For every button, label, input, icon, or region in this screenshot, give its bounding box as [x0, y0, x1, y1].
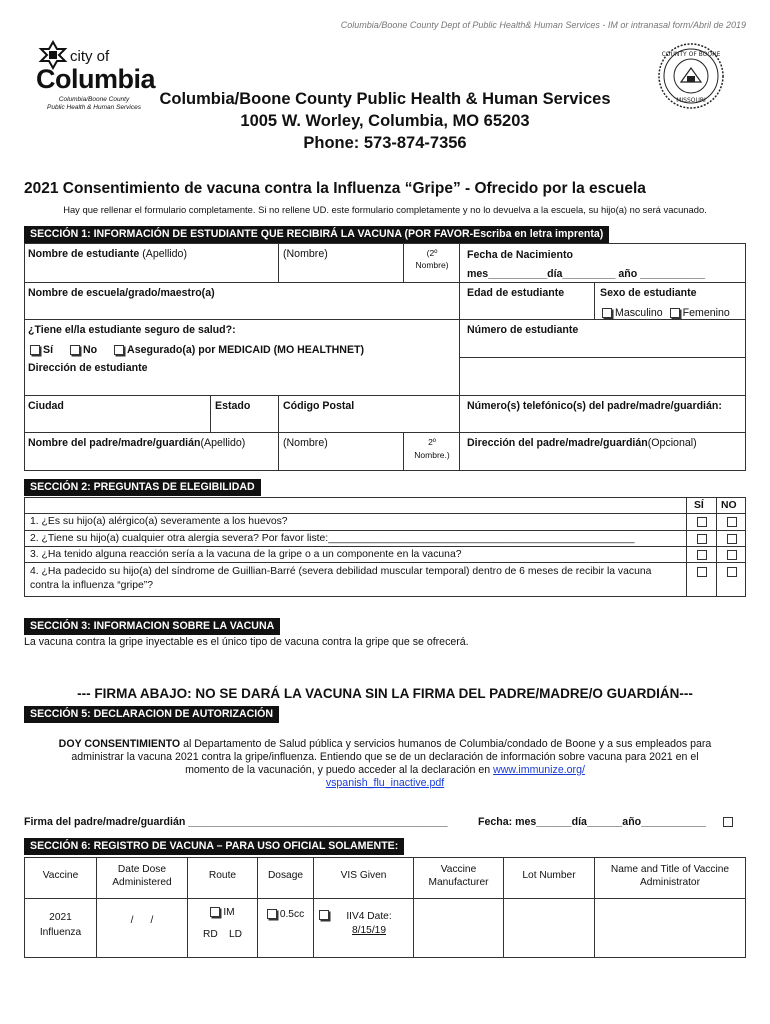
- medicaid-checkbox[interactable]: [114, 345, 124, 355]
- q3-yes-checkbox[interactable]: [697, 550, 707, 560]
- consent-line-3-text: momento de la vacunación, y puedo acceder al la declaración en: [185, 764, 494, 776]
- parent-name-label: [28, 436, 245, 450]
- vis-date-label: IIV4 Date:: [346, 911, 392, 922]
- parent-signature-field[interactable]: Firma del padre/madre/guardián ____________________________________________: [24, 816, 448, 828]
- dob-field[interactable]: mes__________día_________ año ___________: [467, 268, 705, 280]
- administrator-header: Name and Title of Vaccine Administrator: [610, 864, 730, 888]
- vis-value: [334, 910, 404, 938]
- dosage-option: [258, 909, 313, 920]
- route-header: Route: [208, 870, 237, 881]
- zip-label: Código Postal: [283, 400, 355, 412]
- question-3: 3. ¿Ha tenido alguna reacción sería a la vacuna de la gripe o a un componente en la vacuna?: [30, 549, 462, 560]
- masculino-checkbox[interactable]: [602, 308, 612, 318]
- middle-name-1: (2º: [426, 248, 438, 258]
- consent-line-1-text: al Departamento de Salud pública y servicios humanos de Columbia/condado de Boone y a sus empleados para: [180, 738, 712, 750]
- consent-bold: DOY CONSENTIMIENTO: [58, 738, 181, 750]
- insurance-no-label: No: [82, 344, 98, 356]
- student-name-text: Nombre de estudiante: [28, 248, 140, 260]
- header-note: Columbia/Boone County Dept of Public Health& Human Services - IM or intranasal form/Abril de 2019: [340, 20, 746, 30]
- student-name-label: [28, 247, 187, 261]
- date-dose-header: Date Dose Administered: [112, 864, 172, 888]
- route-im-option: [188, 907, 257, 918]
- seal-bottom-text: MISSOURI: [676, 97, 706, 104]
- title-line-2: 1005 W. Worley, Columbia, MO 65203: [240, 112, 530, 130]
- lot-number-header: Lot Number: [522, 870, 576, 881]
- vis-date-value: 8/15/19: [352, 925, 386, 936]
- state-label: Estado: [215, 400, 251, 412]
- parent-name-text: Nombre del padre/madre/guardián: [28, 437, 201, 449]
- parent-first-name-label: (Nombre): [283, 437, 328, 449]
- consent-line-2: administrar la vacuna 2021 contra la gripe/influenza. Entiendo que se de un declaración de información sobre vacuna para 2021 en el: [71, 751, 699, 763]
- vis-given-header: VIS Given: [340, 870, 387, 881]
- page-title: [0, 88, 770, 154]
- form-title: 2021 Consentimiento de vacuna contra la Influenza “Gripe” - Ofrecido por la escuela: [24, 180, 646, 197]
- q4-yes-checkbox[interactable]: [697, 567, 707, 577]
- parent-middle-name-label: [412, 436, 452, 462]
- femenino-checkbox[interactable]: [670, 308, 680, 318]
- apellido-text: (Apellido): [142, 248, 187, 260]
- vaccine-header: Vaccine: [42, 870, 79, 881]
- title-line-1: Columbia/Boone County Public Health & Human Services: [159, 90, 611, 108]
- parent-address-label: [467, 436, 697, 450]
- route-im-label: IM: [223, 907, 235, 918]
- insurance-yes-checkbox[interactable]: [30, 345, 40, 355]
- insurance-question: ¿Tiene el/la estudiante seguro de salud?:: [28, 324, 236, 336]
- student-number-label: Número de estudiante: [467, 324, 579, 336]
- q2-no-checkbox[interactable]: [727, 534, 737, 544]
- insurance-yes-label: Sí: [43, 344, 54, 356]
- signature-warning: --- FIRMA ABAJO: NO SE DARÁ LA VACUNA SIN LA FIRMA DEL PADRE/MADRE/O GUARDIÁN---: [77, 686, 693, 701]
- section-3-bar: SECCIÓN 3: INFORMACION SOBRE LA VACUNA: [24, 618, 280, 635]
- consent-text: [28, 738, 742, 790]
- seal-top-text: COUNTY OF BOONE: [661, 51, 721, 58]
- consent-line-1: [28, 738, 742, 751]
- vis-checkbox[interactable]: [319, 910, 329, 920]
- dob-label: Fecha de Nacimiento: [467, 249, 573, 261]
- school-label: Nombre de escuela/grado/maestro(a): [28, 287, 215, 299]
- first-name-label: (Nombre): [283, 248, 328, 260]
- address-label: Dirección de estudiante: [28, 362, 148, 374]
- no-column-header: NO: [721, 500, 737, 511]
- masculino-label: Masculino: [615, 307, 663, 319]
- logo-city-of: city of: [70, 48, 110, 65]
- q4-no-checkbox[interactable]: [727, 567, 737, 577]
- phone-label: Número(s) telefónico(s) del padre/madre/guardián:: [467, 400, 722, 412]
- section-2-bar: SECCIÓN 2: PREGUNTAS DE ELEGIBILIDAD: [24, 479, 261, 496]
- dosage-header: Dosage: [267, 870, 304, 881]
- parent-apellido: (Apellido): [200, 437, 246, 449]
- signature-date-field[interactable]: Fecha: mes______día______año___________: [478, 816, 706, 828]
- logo-subtitle-2: Public Health & Human Services: [47, 104, 141, 111]
- section-6-bar: SECCIÓN 6: REGISTRO DE VACUNA – PARA USO OFICIAL SOLAMENTE:: [24, 838, 404, 855]
- vis-link-part-1[interactable]: www.immunize.org/: [493, 764, 585, 776]
- medicaid-label: Asegurado(a) por MEDICAID (MO HEALTHNET): [127, 344, 365, 356]
- section-5-bar: SECCIÓN 5: DECLARACION DE AUTORIZACIÓN: [24, 706, 279, 723]
- parent-address-text: Dirección del padre/madre/guardián: [467, 437, 648, 449]
- question-1: 1. ¿Es su hijo(a) alérgico(a) severamente a los huevos?: [30, 516, 288, 527]
- section-3-text: La vacuna contra la gripe inyectable es el único tipo de vacuna contra la gripe que se ofrecerá.: [24, 636, 469, 648]
- question-2: 2. ¿Tiene su hijo(a) cualquier otra alergia severa? Por favor liste:_____________________________________________________: [30, 533, 635, 544]
- parent-middle-2: Nombre.): [414, 450, 450, 460]
- insurance-no-checkbox[interactable]: [70, 345, 80, 355]
- parent-middle-1: 2º: [428, 437, 436, 447]
- yes-column-header: SÍ: [694, 500, 704, 511]
- q1-no-checkbox[interactable]: [727, 517, 737, 527]
- route-im-checkbox[interactable]: [210, 907, 220, 917]
- femenino-label: Femenino: [682, 307, 730, 319]
- signature-date-checkbox[interactable]: [723, 817, 733, 827]
- q1-yes-checkbox[interactable]: [697, 517, 707, 527]
- question-4: 4. ¿Ha padecido su hijo(a) del síndrome de Guillian-Barré (severa debilidad muscular temporal) dentro de 6 meses de recibir la vacuna contra la influenza “gripe”?: [30, 566, 652, 591]
- insurance-options: [30, 343, 364, 357]
- sex-label: Sexo de estudiante: [600, 287, 697, 299]
- vaccine-value: 2021 Influenza: [39, 912, 82, 938]
- title-line-3: Phone: 573-874-7356: [303, 134, 467, 152]
- city-label: Ciudad: [28, 400, 64, 412]
- dosage-checkbox[interactable]: [267, 909, 277, 919]
- middle-name-label: [412, 247, 452, 271]
- q2-yes-checkbox[interactable]: [697, 534, 707, 544]
- logo-columbia: Columbia: [36, 64, 156, 94]
- age-label: Edad de estudiante: [467, 287, 565, 299]
- vis-link-part-2[interactable]: vspanish_flu_inactive.pdf: [325, 777, 445, 789]
- sex-options: [602, 306, 730, 320]
- instructions: Hay que rellenar el formulario completamente. Si no rellene UD. este formulario completamente y no lo devuelva a la escuela, su hijo(a) no será vacunado.: [63, 204, 707, 215]
- manufacturer-header: Vaccine Manufacturer: [428, 864, 489, 888]
- section-1-bar: SECCIÓN 1: INFORMACIÓN DE ESTUDIANTE QUE RECIBIRÁ LA VACUNA (POR FAVOR-Escriba en letra imprenta): [24, 226, 609, 243]
- dosage-value: 0.5cc: [279, 909, 305, 920]
- consent-line-3: [28, 764, 742, 777]
- route-rd-ld[interactable]: RD LD: [202, 929, 243, 940]
- date-dose-value[interactable]: / /: [130, 915, 154, 926]
- opcional-text: (Opcional): [647, 437, 697, 449]
- middle-name-2: Nombre): [415, 260, 449, 270]
- logo-subtitle-1: Columbia/Boone County: [58, 96, 130, 103]
- q3-no-checkbox[interactable]: [727, 550, 737, 560]
